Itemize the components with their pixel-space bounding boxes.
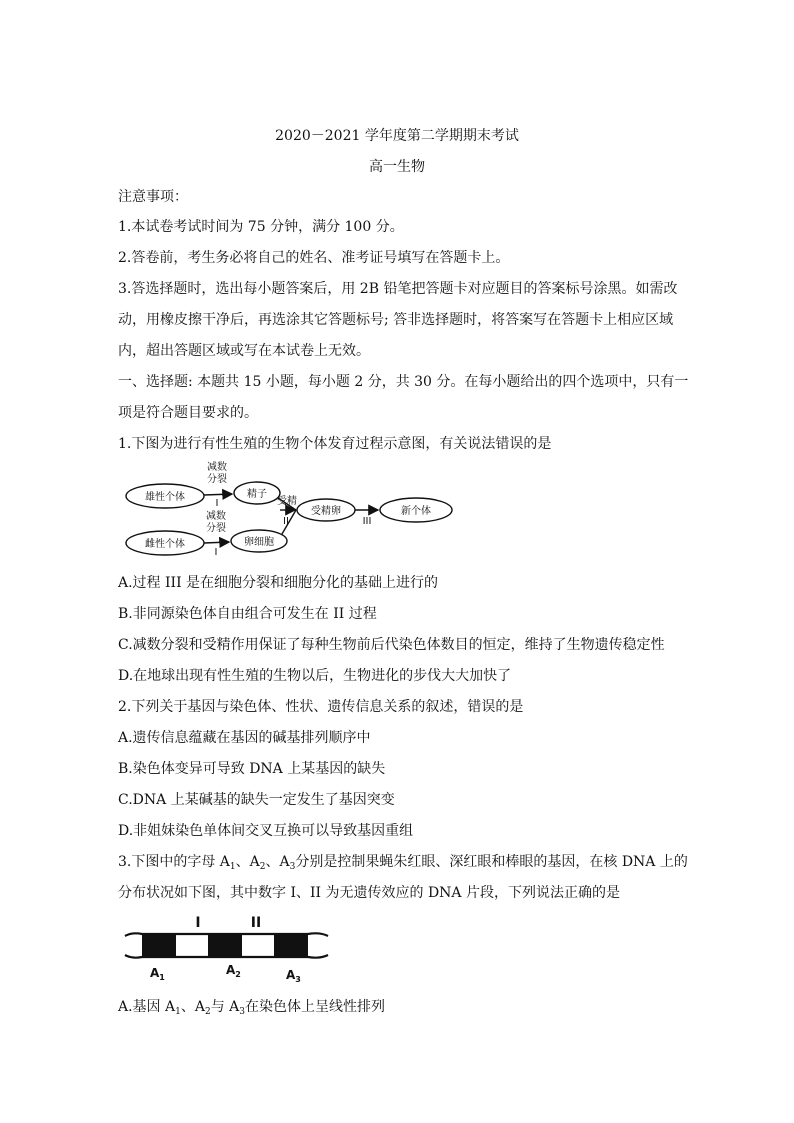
newborn-label: 新个体 [401,506,431,517]
q3-stem-line2: 分布状况如下图，其中数字 I、II 为无遗传效应的 DNA 片段，下列说法正确的是 [118,885,620,901]
meiosis-label-male-1: 减数 [207,462,227,473]
section-heading-line2: 项是符合题目要求的。 [118,405,258,421]
subject-title: 高一生物 [369,159,425,175]
region-1-label: I [195,915,201,931]
q1-reproduction-diagram [120,458,460,564]
male-label: 雄性个体 [145,492,185,503]
gene-a3-label: $A_3$ [286,968,301,984]
meiosis-label-female-1: 减数 [206,511,226,522]
meiosis-label-male-2: 分裂 [207,474,227,485]
gene-a3-segment [274,934,308,957]
gene-a1-segment [142,934,176,957]
gene-a2-segment [208,934,242,957]
meiosis-arrow-male [204,494,232,495]
meiosis-label-female-2: 分裂 [206,523,226,534]
gene-a1-label: $A_1$ [150,966,165,982]
q2-option-a: A.遗传信息蕴藏在基因的碱基排列顺序中 [118,730,371,746]
female-label: 雌性个体 [145,539,185,550]
region-2-label: II [250,915,262,931]
notice-item-3-line2: 动，用橡皮擦干净后，再选涂其它答题标号; 答非选择题时，将答案写在答题卡上相应区域 [118,312,674,328]
stage-2-label: II [283,516,289,527]
notice-item-2: 2.答卷前，考生务必将自己的姓名、准考证号填写在答题卡上。 [118,250,510,266]
q1-option-b: B.非同源染色体自由组合可发生在 II 过程 [118,606,377,622]
fertilize-label: 受精 [277,496,297,507]
q2-option-b: B.染色体变异可导致 DNA 上某基因的缺失 [118,761,386,777]
stage-1-label-female: I [214,547,218,558]
stage-1-label-male: I [215,498,219,509]
q3-dna-diagram [120,908,340,988]
q1-option-a: A.过程 III 是在细胞分裂和细胞分化的基础上进行的 [118,575,439,591]
q3-option-a: A.基因 $A_1$、$A_2$与 $A_3$在染色体上呈线性排列 [118,999,386,1017]
notice-heading: 注意事项： [118,189,188,205]
q2-stem: 2.下列关于基因与染色体、性状、遗传信息关系的叙述，错误的是 [118,699,524,715]
egg-label: 卵细胞 [244,537,274,548]
section-heading-line1: 一、选择题: 本题共 15 小题，每小题 2 分，共 30 分。在每小题给出的四个选项中，只有一 [118,374,689,390]
q2-option-c: C.DNA 上某碱基的缺失一定发生了基因突变 [118,792,395,808]
sperm-label: 精子 [247,489,267,500]
q3-stem-line1: 3.下图中的字母 $A_1$、$A_2$、$A_3$分别是控制果蝇朱红眼、深红眼和棒眼的基因，在核 DNA 上的 [118,854,688,872]
q1-option-d: D.在地球出现有性生殖的生物以后，生物进化的步伐大大加快了 [118,668,512,684]
notice-item-3-line3: 内，超出答题区域或写在本试卷上无效。 [118,343,370,359]
q1-option-c: C.减数分裂和受精作用保证了每种生物前后代染色体数目的恒定，维持了生物遗传稳定性 [118,637,665,653]
gene-a2-label: $A_2$ [226,963,241,979]
zygote-label: 受精卵 [311,506,341,517]
exam-title: 2020－2021 学年度第二学期期末考试 [275,128,519,144]
notice-item-1: 1.本试卷考试时间为 75 分钟，满分 100 分。 [118,219,404,235]
notice-item-3-line1: 3.答选择题时，选出每小题答案后，用 2B 铅笔把答题卡对应题目的答案标号涂黑。如需改 [118,281,678,297]
meiosis-arrow-female [204,542,229,543]
q2-option-d: D.非姐妹染色单体间交叉互换可以导致基因重组 [118,823,414,839]
stage-3-label: III [362,516,372,527]
q1-stem: 1.下图为进行有性生殖的生物个体发育过程示意图，有关说法错误的是 [118,436,552,452]
